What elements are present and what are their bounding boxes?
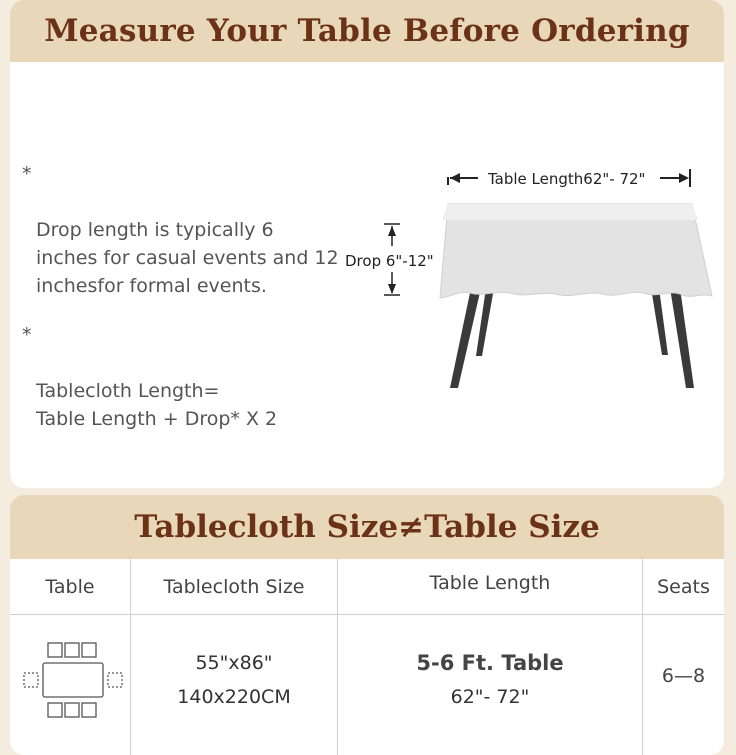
table-row bbox=[10, 615, 724, 755]
size-inches: 55"x86" bbox=[195, 652, 273, 674]
header-seats: Seats bbox=[657, 575, 710, 598]
size-title: Tablecloth Size≠Table Size bbox=[134, 509, 600, 545]
tablecloth-size-cell bbox=[131, 615, 337, 755]
tablecloth-length-note bbox=[22, 321, 352, 461]
tablecloth-length-text: Tablecloth Length= Table Length + Drop* X 2 bbox=[36, 380, 278, 430]
table-diagram bbox=[340, 160, 724, 400]
measure-panel bbox=[10, 0, 724, 488]
measure-title: Measure Your Table Before Ordering bbox=[44, 13, 690, 49]
table-header-row bbox=[10, 559, 724, 615]
table-length-cell bbox=[338, 615, 642, 755]
seats-cell: 6—8 bbox=[661, 665, 706, 687]
header-table-length: Table Length bbox=[429, 571, 551, 594]
bullet-star: * bbox=[22, 324, 32, 346]
bullet-star: * bbox=[22, 163, 32, 185]
size-cm: 140x220CM bbox=[177, 686, 291, 708]
tablecloth-top bbox=[442, 204, 698, 220]
table-type: 5-6 Ft. Table bbox=[416, 651, 564, 675]
size-panel bbox=[10, 495, 724, 755]
drop-label: Drop 6"-12" bbox=[345, 252, 434, 270]
header-table: Table bbox=[45, 575, 95, 598]
header-tablecloth-size: Tablecloth Size bbox=[163, 575, 305, 598]
drop-length-text: Drop length is typically 6 inches for casual events and 12 inchesfor formal events. bbox=[36, 219, 339, 297]
measure-title-banner bbox=[10, 0, 724, 62]
table-seating-icon bbox=[10, 615, 130, 755]
table-legs bbox=[450, 288, 694, 388]
table-length-value: 62"- 72" bbox=[450, 686, 530, 708]
size-title-banner bbox=[10, 495, 724, 559]
drop-length-note bbox=[22, 160, 352, 328]
table-length-label: Table Length62"- 72" bbox=[488, 170, 646, 188]
